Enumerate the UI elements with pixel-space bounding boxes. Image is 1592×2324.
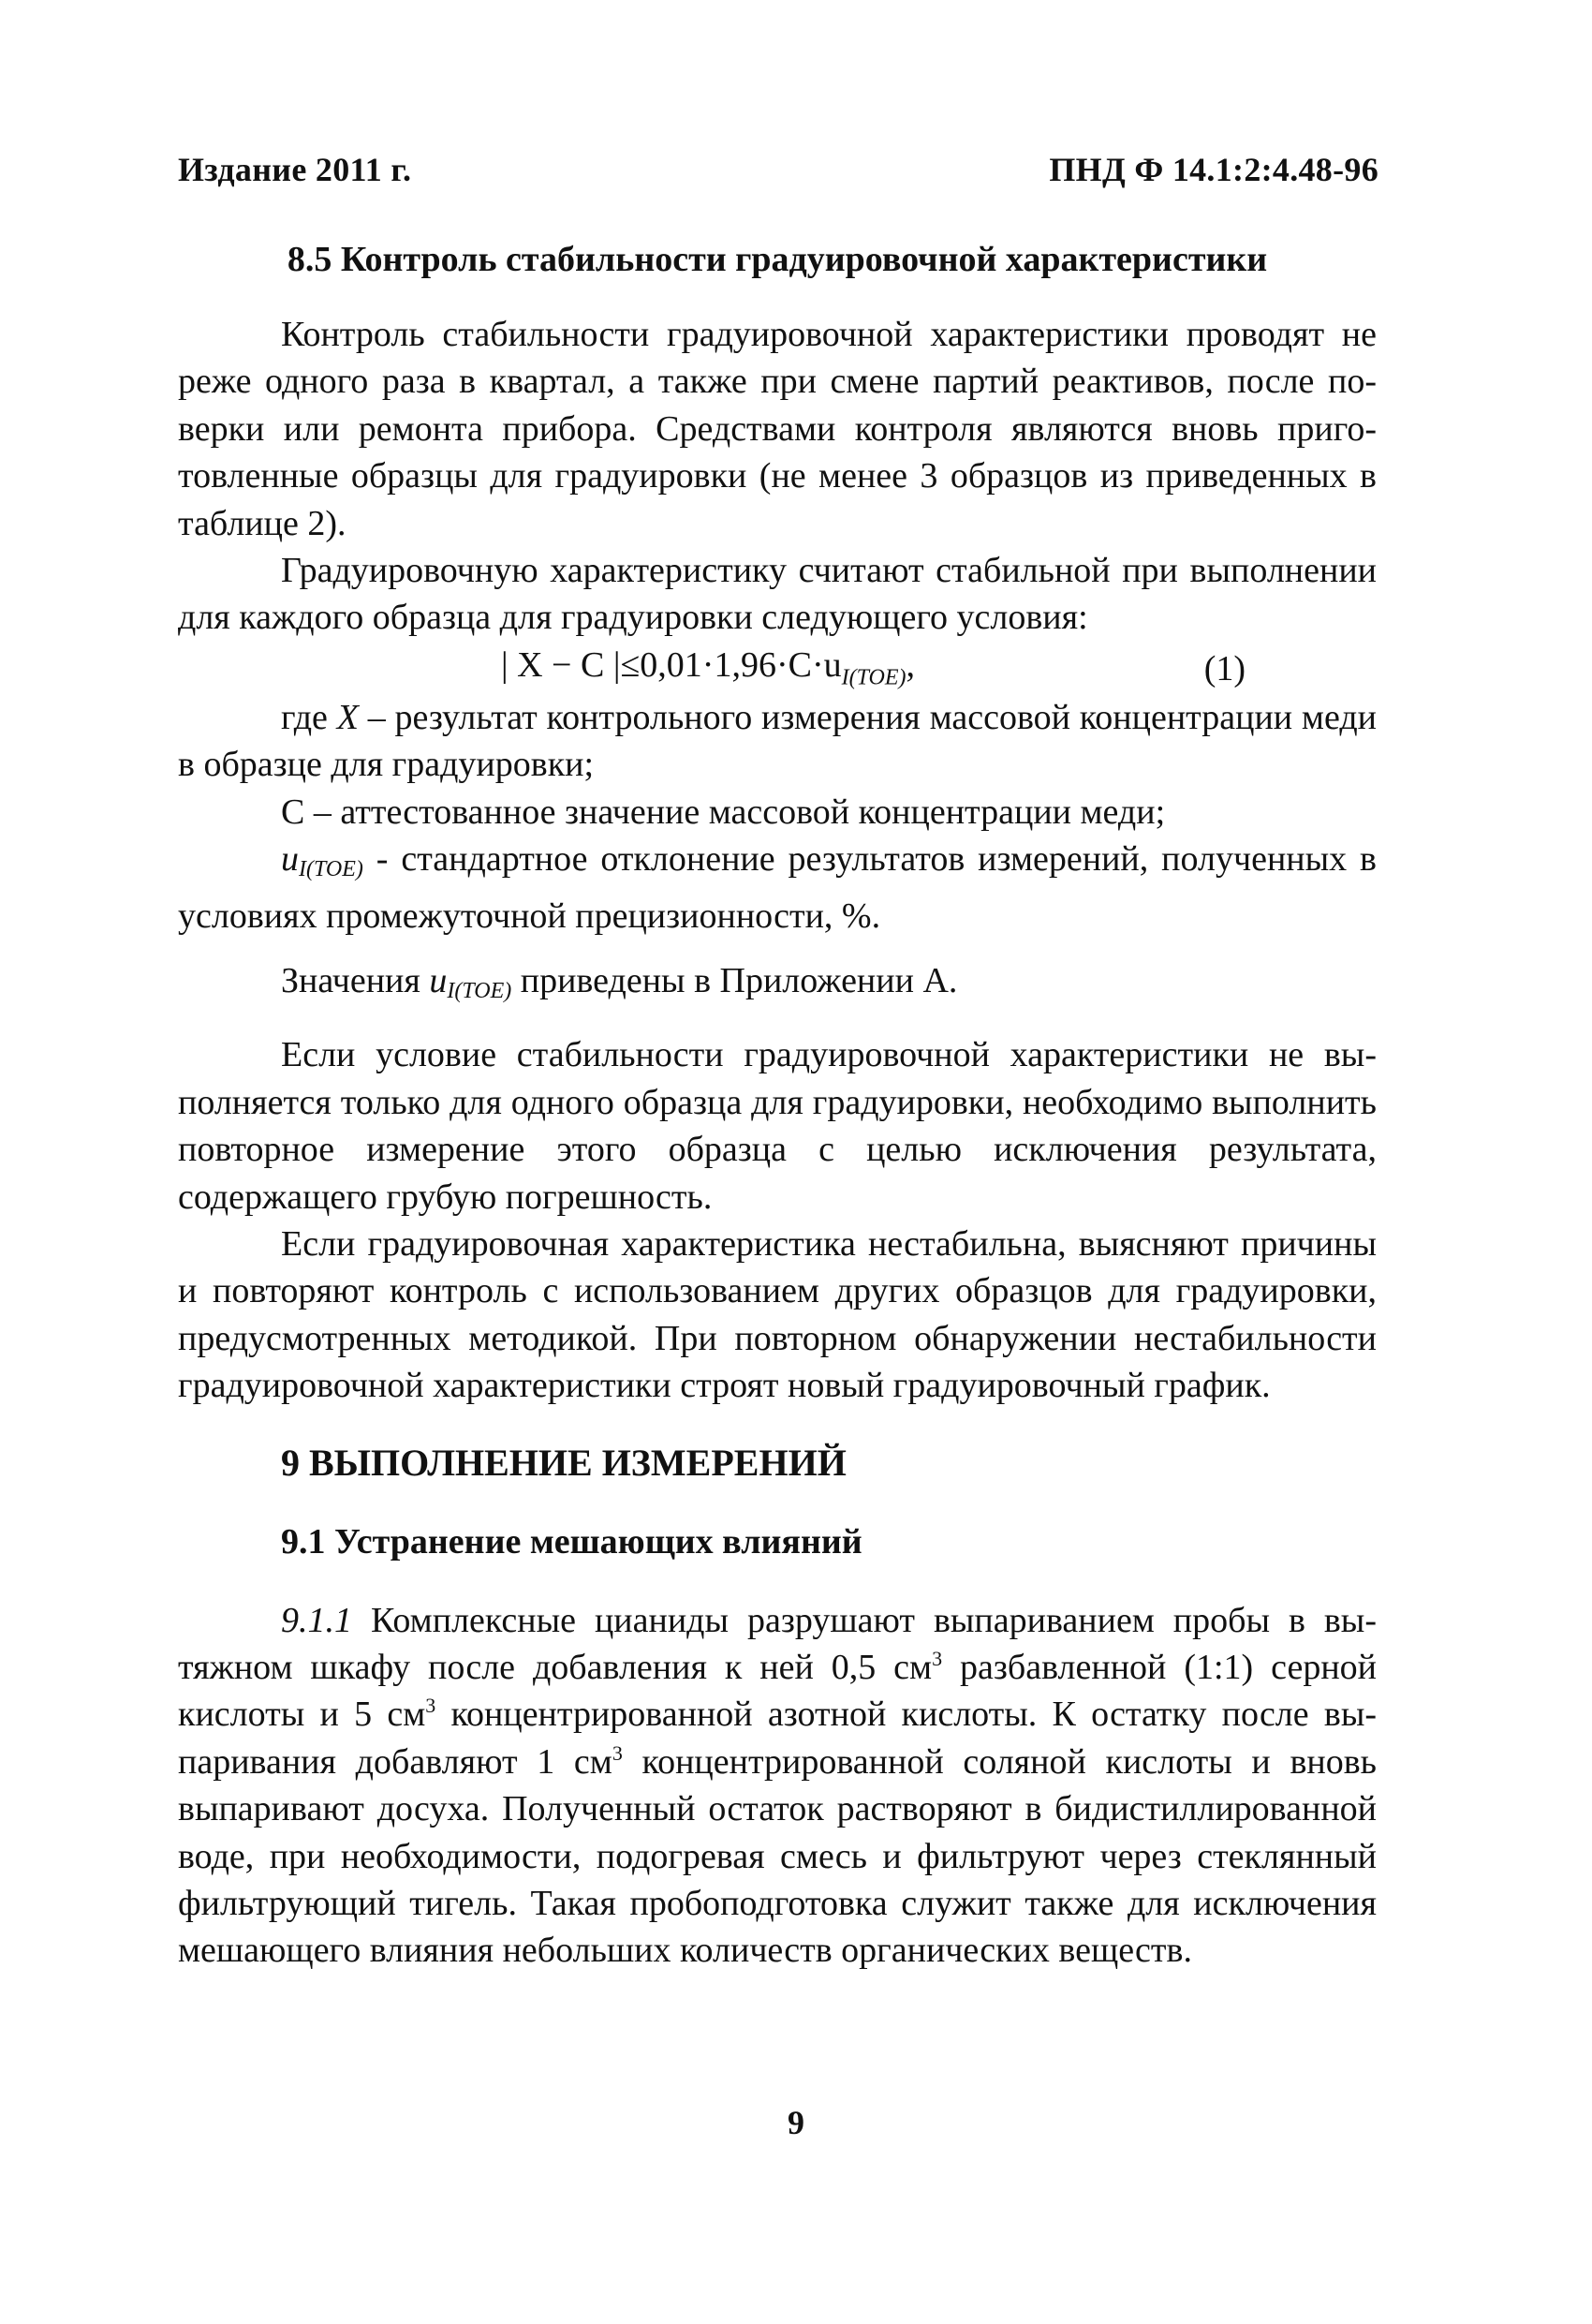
section-8-5-title: 8.5 Контроль стабильности градуировочной характеристики bbox=[287, 240, 1268, 279]
values-var-u-subscript: I(TOE) bbox=[447, 978, 512, 1003]
paragraph-single-sample: Если условие стабильности градуировочной характеристики не выполняется только для одного образца для градуировки, необходимо выполнить повторное измерение этого образца с целью исключения результата, содержащего грубую погрешность. bbox=[178, 1035, 1377, 1217]
var-u-subscript: I(TOE) bbox=[299, 857, 363, 882]
definition-u: $u_{I(TOE)}$ - стандартное отклонение результатов измерений, полученных в условиях промежуточной прецизионности, %. bbox=[178, 839, 1377, 937]
formula-number: (1) bbox=[1203, 648, 1246, 688]
definition-x: где X – результат контрольного измерения массовой концентрации меди в образце для градуировки; bbox=[178, 697, 1377, 785]
paragraph-stability-condition: Градуировочную характеристику считают стабильной при выполнении для каждого образца для градуировки следующего условия: bbox=[178, 551, 1377, 638]
formula-subscript: I(TOE) bbox=[841, 665, 907, 690]
paragraph-unstable: Если градуировочная характеристика нестабильна, выясняют причины и повторяют контроль с использованием других образцов для градуировки, предусмотренных методикой. При повторном обнаружении нестабильности градуировочной характеристики строят новый градуировочный график. bbox=[178, 1223, 1377, 1406]
edition-label: Издание 2011 г. bbox=[178, 151, 412, 188]
var-u: u bbox=[281, 839, 299, 880]
stability-formula bbox=[501, 642, 915, 702]
formula-tail: , bbox=[906, 644, 915, 685]
paragraph-values-reference: Значения $u_{I(TOE)}$ приведены в Приложении А. bbox=[281, 960, 958, 1003]
formula-rhs: ≤0,01·1,96·C·u bbox=[620, 644, 842, 685]
var-x: X bbox=[336, 697, 359, 737]
page-content bbox=[178, 236, 1377, 1975]
page-number: 9 bbox=[788, 2104, 804, 2141]
values-var-u: u bbox=[429, 960, 448, 1000]
section-9-1-title: 9.1 Устранение мешающих влияний bbox=[281, 1521, 862, 1562]
section-9-title: 9 ВЫПОЛНЕНИЕ ИЗМЕРЕНИЙ bbox=[281, 1441, 847, 1484]
document-code: ПНД Ф 14.1:2:4.48-96 bbox=[1049, 151, 1378, 188]
definition-c: C – аттестованное значение массовой концентрации меди; bbox=[281, 792, 1166, 832]
formula-row bbox=[178, 642, 1377, 694]
formula-lhs: | X − C | bbox=[501, 644, 621, 685]
paragraph-9-1-1: 9.1.1 Комплексные цианиды разрушают выпариванием пробы в вытяжном шкафу после добавления к ней 0,5 $см^3$ разбавленной (1:1) серной кислоты и 5 $см^3$ концентрированной азотной кислоты. К остатку после выпаривания добавляют 1 $см^3$ концентрированной соляной кислоты и вновь выпаривают досуха. Полученный остаток растворяют в бидистиллированной воде, при необходимости, подогревая смесь и фильтруют через стеклянный фильтрующий тигель. Такая пробоподготовка служит также для исключения мешающего влияния небольших количеств органических веществ. bbox=[178, 1600, 1378, 1971]
paragraph-control-frequency: Контроль стабильности градуировочной характеристики проводят не реже одного раза в квартал, а также при смене партий реактивов, после поверки или ремонта прибора. Средствами контроля являются вновь приготовленные образцы для градуировки (не менее 3 образцов из приведенных в таблице 2). bbox=[178, 315, 1377, 543]
item-number: 9.1.1 bbox=[281, 1600, 352, 1640]
